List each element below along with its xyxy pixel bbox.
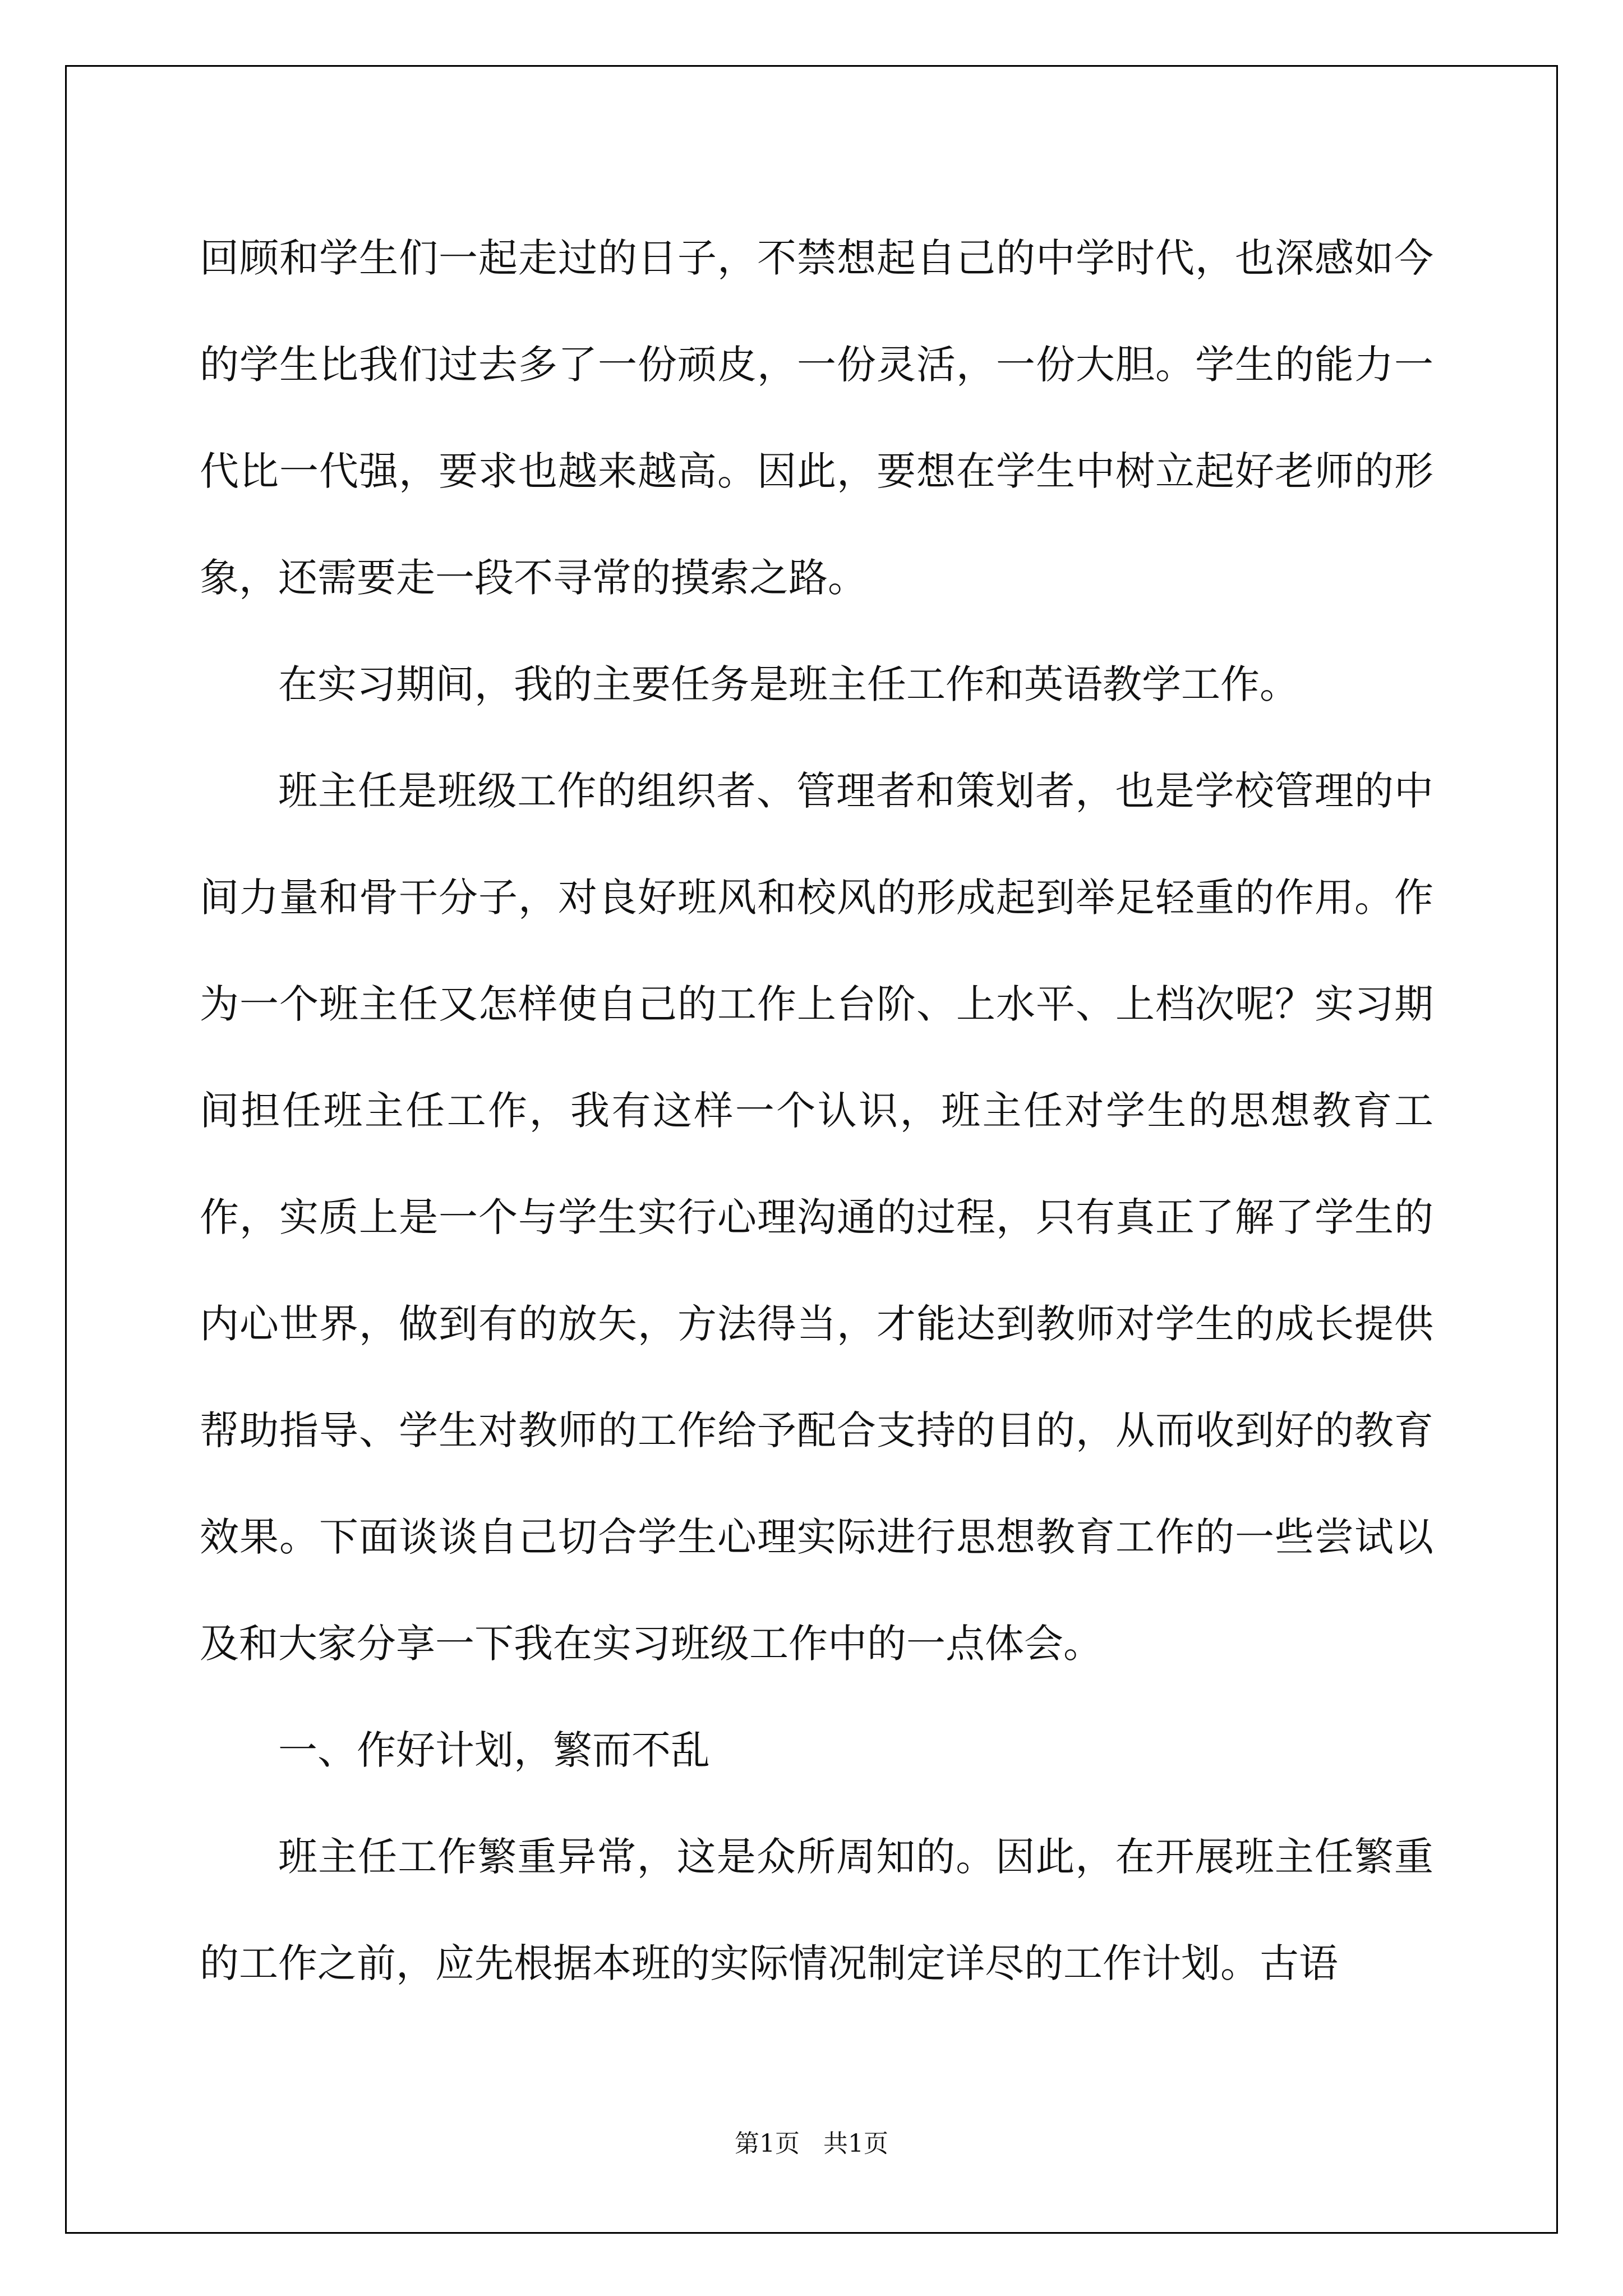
paragraph-1: 回顾和学生们一起走过的日子，不禁想起自己的中学时代，也深感如今的学生比我们过去多了一份顽皮，一份灵活，一份大胆。学生的能力一代比一代强，要求也越来越高。因此，要想在学生中树立起好老师的形象，还需要走一段不寻常的摸索之路。 [200,235,1433,601]
paragraph-5: 班主任工作繁重异常，这是众所周知的。因此，在开展班主任繁重的工作之前，应先根据本班的实际情况制定详尽的工作计划。古语 [200,1834,1433,1986]
document-body [200,205,1433,2017]
paragraph-3: 班主任是班级工作的组织者、管理者和策划者，也是学校管理的中间力量和骨干分子，对良好班风和校风的形成起到举足轻重的作用。作为一个班主任又怎样使自己的工作上台阶、上水平、上档次呢？实习期间担任班主任工作，我有这样一个认识，班主任对学生的思想教育工作，实质上是一个与学生实行心理沟通的过程，只有真正了解了学生的内心世界，做到有的放矢，方法得当，才能达到教师对学生的成长提供帮助指导、学生对教师的工作给予配合支持的目的，从而收到好的教育效果。下面谈谈自己切合学生心理实际进行思想教育工作的一些尝试以及和大家分享一下我在实习班级工作中的一点体会。 [200,768,1433,1667]
section-heading: 一、作好计划，繁而不乱 [278,1727,710,1773]
paragraph-2: 在实习期间，我的主要任务是班主任工作和英语教学工作。 [278,661,1299,707]
page-footer: 第1页 共1页 [735,2129,888,2158]
